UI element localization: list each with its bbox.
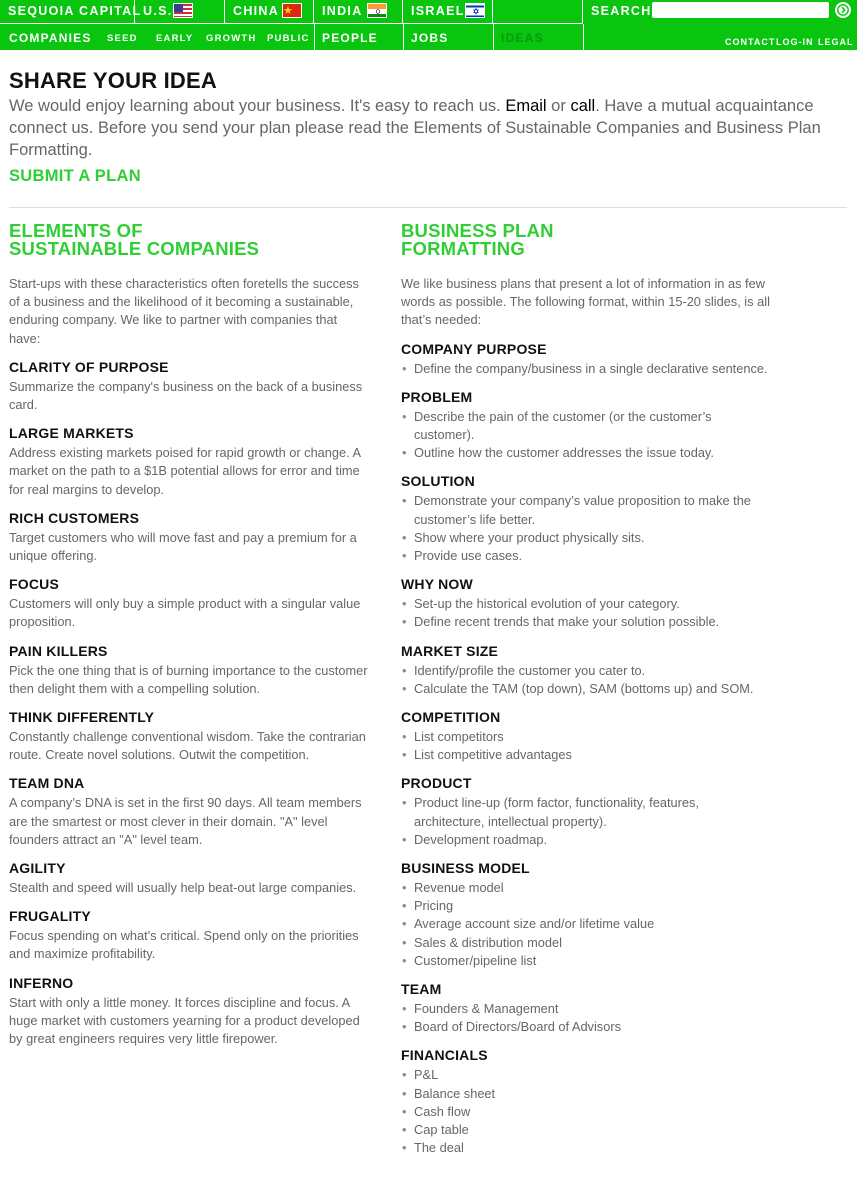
submit-plan-link[interactable]: SUBMIT A PLAN [9,167,141,185]
nav-separator [583,24,584,50]
element-title-inferno: INFERNO [9,974,74,991]
list-item: • Define the company/business in a single declarative sentence. [401,360,771,378]
list-item: • Provide use cases. [401,547,771,565]
brand-name: SEQUOIA CAPITAL [8,4,142,18]
nav-secondary-row [0,24,857,50]
list-item: • Cap table [401,1121,771,1139]
share-your-idea-section [9,68,849,186]
region-label: ISRAEL [411,4,465,18]
list-item: • Founders & Management [401,1000,771,1018]
section-title-competition: COMPETITION [401,709,501,726]
element-description: Pick the one thing that is of burning importance to the customer then delight them with a compelling solution. [9,662,368,696]
lead-text-after: . Have a mutual acquaintance connect us. Before you send your plan please read the Elements of Sustainable Companies and Business Plan Formatting. [9,97,821,159]
email-link[interactable]: Email [505,97,547,115]
element-description: Target customers who will move fast and pay a premium for a unique offering. [9,529,357,564]
section-title-financials: FINANCIALS [401,1047,488,1064]
ideas-label: IDEAS [501,31,544,45]
element-title-large-markets: LARGE MARKETS [9,425,134,442]
element-title-agility: AGILITY [9,860,66,877]
list-item: • Revenue model [401,879,771,897]
formatting-list [401,341,771,1158]
stage-growth-link[interactable]: GROWTH [206,33,257,44]
section-bullet-list [401,1066,771,1157]
element-title-rich-customers: RICH CUSTOMERS [9,509,140,526]
list-item: • Customer/pipeline list [401,952,771,970]
section-bullet-list [401,360,771,378]
element-description: Customers will only buy a simple product with a singular value proposition. [9,596,361,630]
section-bullet-list [401,879,771,970]
section-title-product: PRODUCT [401,775,472,792]
element-description: Address existing markets poised for rapid growth or change. A market on the path to a $1B potential allows for error and time for real margins to develop. [9,445,361,497]
list-item: • Identify/profile the customer you cater to. [401,662,771,680]
list-item: • Balance sheet [401,1085,771,1103]
list-item: • Development roadmap. [401,831,771,849]
nav-primary-row [0,0,857,23]
heading-line: ELEMENTS OF [9,220,143,241]
region-us-link[interactable] [135,0,225,23]
list-item: • P&L [401,1066,771,1084]
nav-blank-cell [493,0,583,23]
section-title-solution: SOLUTION [401,473,475,490]
region-label: U.S. [143,4,173,18]
region-label: INDIA [322,4,363,18]
list-item: • The deal [401,1139,771,1157]
formatting-intro: We like business plans that present a lot of information in as few words as possible. The following format, within 15-20 slides, is all that’s needed: [401,276,770,328]
contact-link[interactable]: CONTACT [725,37,776,47]
list-item: • Demonstrate your company’s value proposition to make the customer’s life better. [401,492,771,528]
region-china-link[interactable] [225,0,314,23]
share-lead-paragraph [9,95,849,161]
region-israel-link[interactable] [403,0,493,23]
element-title-focus: FOCUS [9,576,59,593]
ideas-link-active[interactable] [494,24,583,50]
list-item: • Calculate the TAM (top down), SAM (bottoms up) and SOM. [401,680,771,698]
element-description: Start with only a little money. It forces discipline and focus. A huge market with customers yearning for a product developed by great engineers requires very little firepower. [9,994,360,1047]
search-label: SEARCH [591,4,652,18]
element-title-frugality: FRUGALITY [9,908,91,925]
arrow-right-icon [837,4,849,16]
list-item: • Average account size and/or lifetime value [401,915,771,933]
companies-link[interactable]: COMPANIES [9,31,92,45]
elements-heading [9,222,371,258]
list-item: • Show where your product physically sits. [401,529,771,547]
section-title-team: TEAM [401,981,442,998]
elements-list [9,359,371,1048]
heading-line: SUSTAINABLE COMPANIES [9,238,260,259]
list-item: • List competitors [401,728,771,746]
element-title-think-differently: THINK DIFFERENTLY [9,709,155,726]
people-label: PEOPLE [322,31,378,45]
list-item: • Pricing [401,897,771,915]
section-title-business-model: BUSINESS MODEL [401,860,530,877]
jobs-link[interactable] [404,24,493,50]
formatting-heading [401,222,771,258]
list-item: • Cash flow [401,1103,771,1121]
list-item: • Product line-up (form factor, functionality, features, architecture, intellectual property). [401,794,771,830]
list-item: • Define recent trends that make your solution possible. [401,613,771,631]
section-divider [9,207,847,208]
list-item: • Describe the pain of the customer (or the customer’s customer). [401,408,771,444]
element-description: Focus spending on what's critical. Spend only on the priorities and maximize profitability. [9,928,359,962]
section-title-problem: PROBLEM [401,388,473,405]
stage-seed-link[interactable]: SEED [107,33,138,44]
list-item: • Sales & distribution model [401,934,771,952]
section-title-company-purpose: COMPANY PURPOSE [401,340,547,357]
element-description: Summarize the company's business on the back of a business card. [9,378,363,413]
element-title-pain-killers: PAIN KILLERS [9,642,108,659]
brand-logo-link[interactable] [0,0,142,23]
legal-link[interactable]: LEGAL [818,37,854,47]
region-india-link[interactable] [314,0,403,23]
section-title-why-now: WHY NOW [401,576,473,593]
top-navigation [0,0,857,50]
stage-public-link[interactable]: PUBLIC [267,33,310,44]
elements-column [9,222,371,1048]
call-link[interactable]: call [570,97,596,115]
formatting-column [401,222,771,1158]
section-bullet-list [401,662,771,698]
section-bullet-list [401,595,771,631]
section-title-market-size: MARKET SIZE [401,642,499,659]
element-title-team-dna: TEAM DNA [9,775,85,792]
heading-line: BUSINESS PLAN [401,220,554,241]
jobs-label: JOBS [411,31,449,45]
us-flag-icon [173,3,193,18]
element-description: Constantly challenge conventional wisdom. Take the contrarian route. Create novel solutions. Outwit the competition. [9,729,366,763]
section-bullet-list [401,408,771,463]
elements-intro: Start-ups with these characteristics often foretells the success of a business and the likelihood of it becoming a sustainable, enduring company. We like to partner with companies that have: [9,276,359,346]
lead-text: We would enjoy learning about your business. It's easy to reach us. [9,97,501,115]
israel-flag-icon [465,3,485,18]
stage-early-link[interactable]: EARLY [156,33,194,44]
element-description: A company’s DNA is set in the first 90 days. All team members are the smartest or most clever in their domain. "A" level founders attract an "A" level team. [9,795,362,847]
people-link[interactable] [315,24,403,50]
india-flag-icon [367,3,387,18]
list-item: • List competitive advantages [401,746,771,764]
list-item: • Set-up the historical evolution of your category. [401,595,771,613]
section-bullet-list [401,728,771,764]
search-submit-button[interactable] [835,2,851,18]
lead-or: or [551,97,566,115]
search-input[interactable] [652,2,829,18]
china-flag-icon [282,3,302,18]
section-bullet-list [401,794,771,849]
section-bullet-list [401,492,771,565]
element-description: Stealth and speed will usually help beat-out large companies. [9,880,357,896]
section-bullet-list [401,1000,771,1036]
list-item: • Outline how the customer addresses the issue today. [401,444,771,462]
companies-group [0,24,314,50]
page-title: SHARE YOUR IDEA [9,68,217,93]
region-label: CHINA [233,4,280,18]
list-item: • Board of Directors/Board of Advisors [401,1018,771,1036]
heading-line: FORMATTING [401,238,525,259]
login-link[interactable]: LOG-IN [776,37,814,47]
element-title-clarity-of-purpose: CLARITY OF PURPOSE [9,358,169,375]
